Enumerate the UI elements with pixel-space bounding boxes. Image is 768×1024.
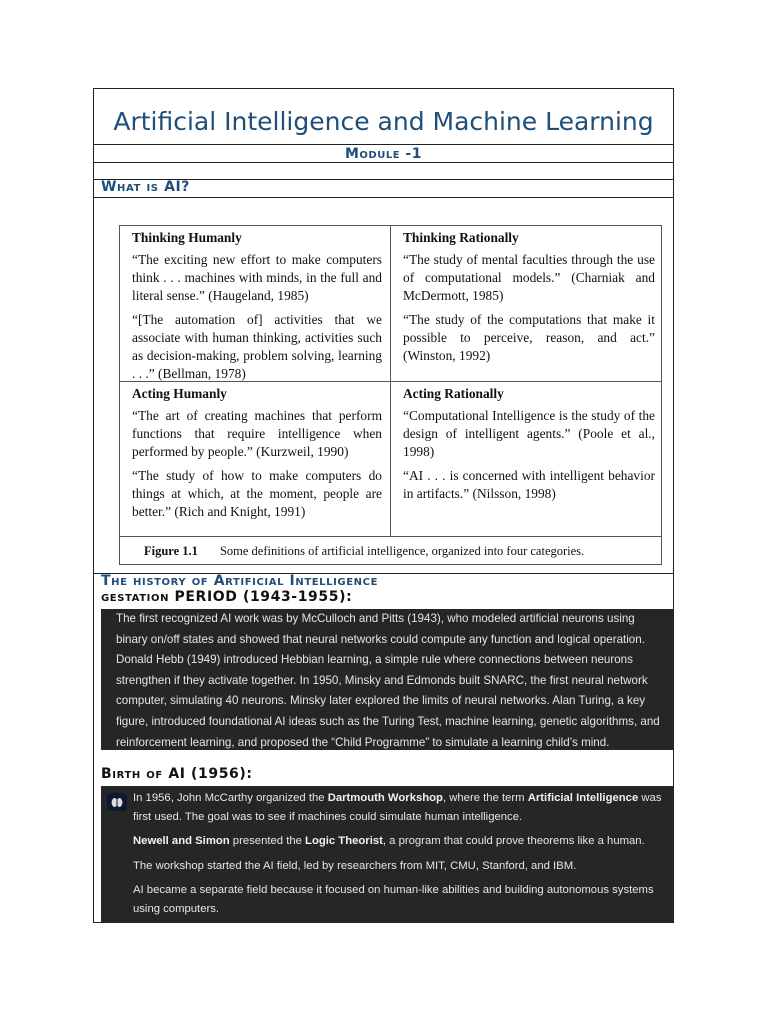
document-title: Artificial Intelligence and Machine Learning — [113, 107, 654, 136]
text-run: was first used. The goal was to see if machines could simulate human intelligence. — [133, 792, 662, 823]
cell-acting-humanly — [120, 382, 390, 536]
table-divider — [120, 536, 661, 537]
birth-paragraph-2 — [133, 832, 674, 851]
section-heading-what-is-ai: What is AI? — [101, 179, 191, 195]
definition-quote: “The study of mental faculties through the use of computational models.” (Charniak and McDermott, 1985) — [403, 252, 655, 303]
gestation-period-panel — [101, 609, 674, 750]
definition-quote: “The study of how to make computers do things at which, at the moment, people are better.” (Rich and Knight, 1991) — [132, 468, 382, 519]
ai-definitions-figure — [119, 225, 662, 565]
text-run: In 1956, John McCarthy organized the — [133, 792, 328, 804]
cell-heading: Acting Humanly — [132, 386, 227, 401]
birth-of-ai-panel — [101, 786, 674, 923]
definition-quote: “Computational Intelligence is the study of the design of intelligent agents.” (Poole et al., 1998) — [403, 408, 655, 459]
figure-caption-text: Some definitions of artificial intelligence, organized into four categories. — [219, 544, 585, 558]
document-page — [93, 88, 674, 923]
cell-thinking-humanly — [120, 226, 390, 381]
text-run-bold: Logic Theorist — [305, 835, 383, 847]
cell-heading: Acting Rationally — [403, 386, 504, 401]
module-label: Module -1 — [345, 146, 422, 162]
paragraph-line: reinforcement learning, and proposed the “Child Programme” to simulate a learning child’s mind. — [116, 735, 610, 749]
text-run: presented the — [229, 835, 306, 847]
cell-thinking-rationally — [391, 226, 663, 381]
brain-icon — [107, 793, 127, 811]
divider — [94, 144, 673, 145]
definition-quote: “The study of the computations that make it possible to perceive, reason, and act.” (Winston, 1992) — [403, 312, 655, 363]
paragraph-line: binary on/off states and showed that neural networks could compute any function and logical operation. — [116, 632, 645, 646]
text-run-bold: Artificial Intelligence — [527, 792, 639, 804]
cell-acting-rationally — [391, 382, 663, 536]
birth-paragraph-3: The workshop started the AI field, led by researchers from MIT, CMU, Stanford, and IBM. — [133, 859, 577, 872]
subheading-gestation-period: gestation PERIOD (1943-1955): — [101, 589, 353, 605]
divider — [94, 162, 673, 163]
paragraph-line: The first recognized AI work was by McCulloch and Pitts (1943), who modeled artificial neurons using — [116, 612, 635, 625]
definition-quote: “The exciting new effort to make computers think . . . machines with minds, in the full and literal sense.” (Haugeland, 1985) — [132, 252, 382, 303]
paragraph-line: figure, introduced foundational AI ideas such as the Turing Test, machine learning, genetic algorithms, and — [116, 714, 660, 728]
paragraph-line: computer, simulating 40 neurons. Minsky later explored the limits of neural networks. Alan Turing, a key — [116, 694, 646, 708]
subheading-birth-of-ai: Birth of AI (1956): — [101, 766, 253, 782]
text-run-bold: Dartmouth Workshop — [327, 792, 443, 804]
text-run-bold: Newell and Simon — [133, 835, 230, 847]
birth-paragraph-4: AI became a separate field because it focused on human-like abilities and building autonomous systems using computers. — [133, 884, 654, 915]
text-run: , a program that could prove theorems like a human. — [382, 835, 645, 847]
cell-heading: Thinking Rationally — [403, 230, 519, 245]
definition-quote: “The art of creating machines that perform functions that require intelligence when performed by people.” (Kurzweil, 1990) — [132, 408, 382, 459]
paragraph-line: Donald Hebb (1949) introduced Hebbian learning, a simple rule where connections between neurons — [116, 653, 633, 667]
divider — [94, 197, 673, 198]
cell-heading: Thinking Humanly — [132, 230, 242, 245]
section-heading-history: The history of Artificial Intelligence — [101, 573, 379, 589]
birth-paragraph-1 — [133, 789, 674, 826]
definition-quote: “[The automation of] activities that we associate with human thinking, activities such as decision-making, problem solving, learning . . .” (Bellman, 1978) — [132, 312, 382, 381]
paragraph-line: strengthen if they activate together. In 1950, Minsky and Edmonds built SNARC, the first neural network — [116, 673, 648, 687]
figure-label: Figure 1.1 — [144, 544, 198, 558]
text-run: , where the term — [442, 792, 528, 804]
definition-quote: “AI . . . is concerned with intelligent behavior in artifacts.” (Nilsson, 1998) — [403, 468, 655, 501]
figure-caption — [144, 542, 584, 560]
